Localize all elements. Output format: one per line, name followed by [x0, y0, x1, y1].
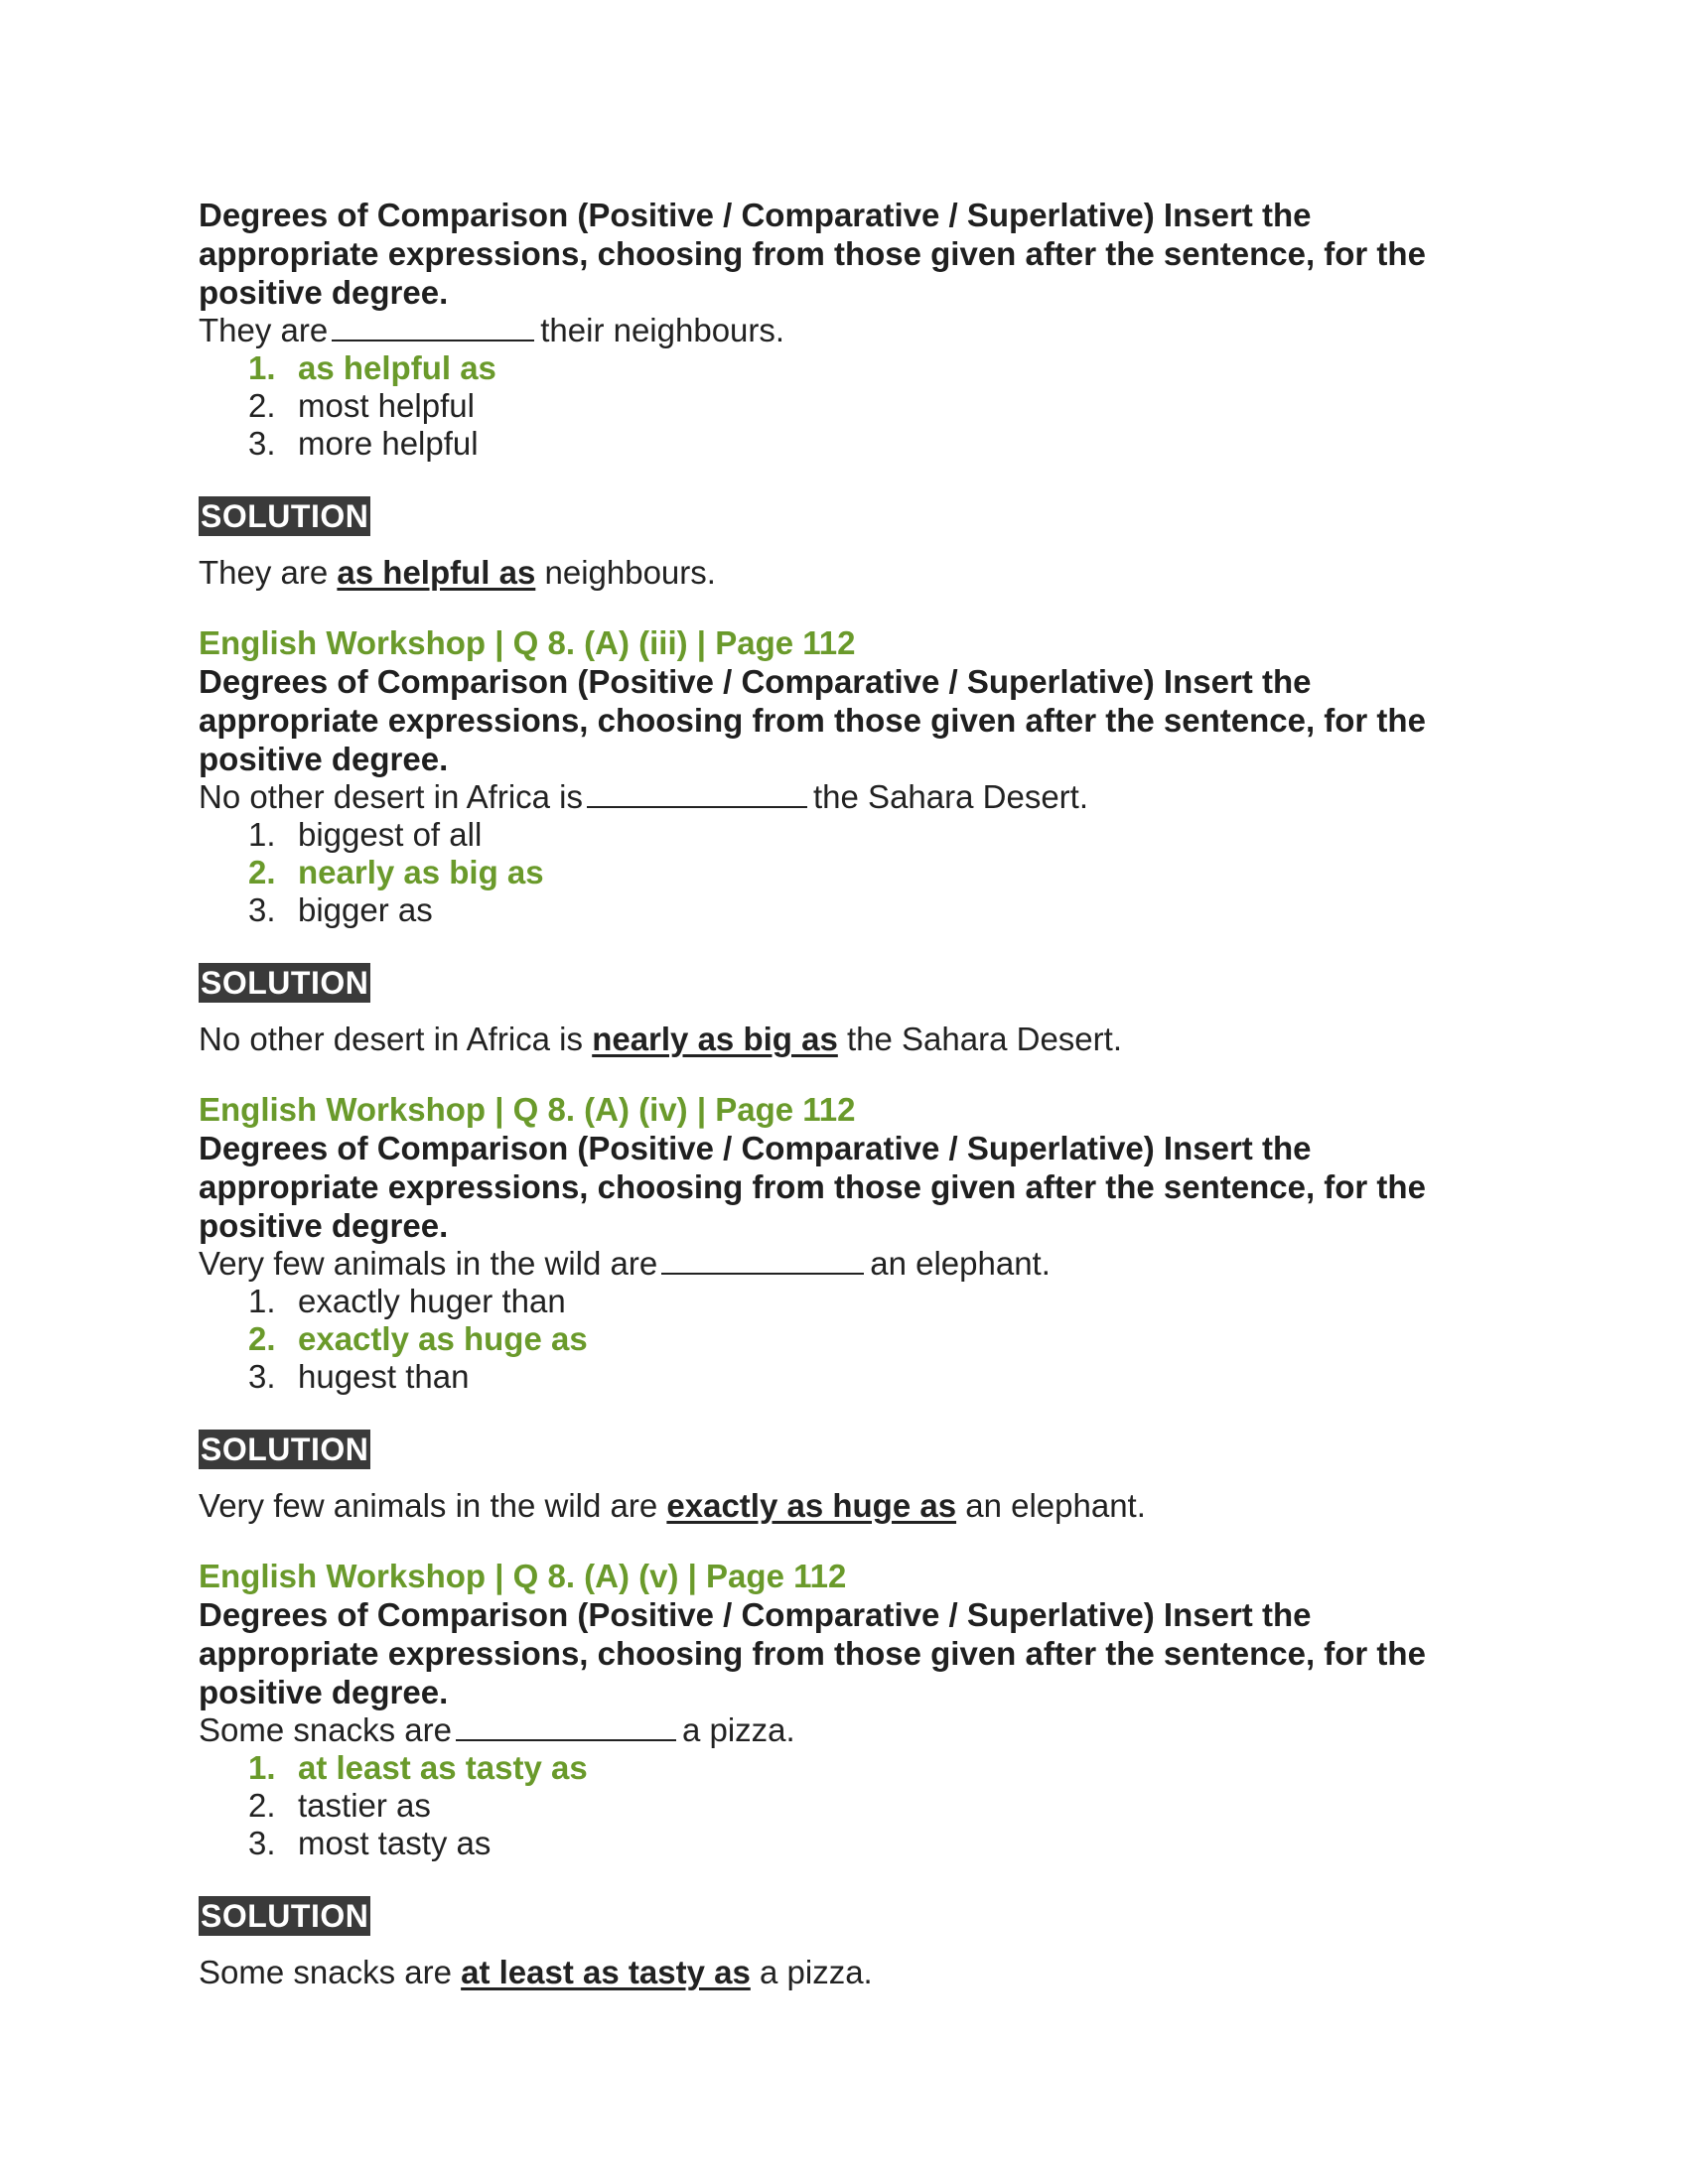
answer-blank	[587, 780, 807, 808]
option-item: 2. nearly as big as	[248, 854, 544, 890]
question-reference-heading: English Workshop | Q 8. (A) (v) | Page 112	[199, 1558, 847, 1594]
question-sentence: Some snacks are a pizza.	[199, 1711, 795, 1748]
option-item: 1. biggest of all	[248, 816, 483, 853]
answer-text: nearly as big as	[592, 1021, 838, 1057]
options-list	[199, 816, 1489, 929]
solution-answer: Very few animals in the wild are exactly as huge as an elephant.	[199, 1487, 1146, 1524]
answer-blank	[332, 314, 534, 341]
question-prompt: Degrees of Comparison (Positive / Comparative / Superlative) Insert the appropriate expressions, choosing from those given after the sentence, for the positive degree.	[199, 663, 1426, 777]
option-item: 2. most helpful	[248, 387, 475, 424]
option-item: 3. bigger as	[248, 891, 433, 928]
solution-answer: They are as helpful as neighbours.	[199, 554, 716, 591]
option-item: 3. most tasty as	[248, 1825, 492, 1861]
option-item: 2. exactly as huge as	[248, 1320, 588, 1357]
question-sentence: No other desert in Africa is the Sahara Desert.	[199, 778, 1089, 815]
options-list	[199, 349, 1489, 463]
sentence-before: They are	[199, 312, 329, 348]
solution-label: SOLUTION	[201, 965, 369, 1001]
solution-label: SOLUTION	[201, 1898, 369, 1934]
answer-text: as helpful as	[337, 554, 536, 591]
option-item: 2. tastier as	[248, 1787, 431, 1824]
question-block-1	[199, 196, 1489, 592]
option-item: 3. more helpful	[248, 425, 479, 462]
option-item: 1. exactly huger than	[248, 1283, 566, 1319]
option-item: 1. as helpful as	[248, 349, 496, 386]
answer-blank	[456, 1713, 676, 1741]
question-block-4	[199, 1558, 1489, 1991]
question-sentence: Very few animals in the wild are an elephant.	[199, 1245, 1051, 1282]
document-page	[199, 196, 1489, 2024]
answer-text: exactly as huge as	[666, 1487, 957, 1524]
sentence-after: their neighbours.	[540, 312, 785, 348]
options-list	[199, 1749, 1489, 1862]
question-reference-heading: English Workshop | Q 8. (A) (iii) | Page 112	[199, 624, 856, 661]
options-list	[199, 1283, 1489, 1396]
question-prompt: Degrees of Comparison (Positive / Comparative / Superlative) Insert the appropriate expressions, choosing from those given after the sentence, for the positive degree.	[199, 1596, 1426, 1710]
solution-answer: No other desert in Africa is nearly as big as the Sahara Desert.	[199, 1021, 1122, 1057]
question-prompt: Degrees of Comparison (Positive / Comparative / Superlative) Insert the appropriate expressions, choosing from those given after the sentence, for the positive degree.	[199, 1130, 1426, 1244]
answer-blank	[661, 1247, 864, 1275]
question-sentence	[199, 312, 1489, 349]
answer-text: at least as tasty as	[461, 1954, 751, 1990]
solution-answer: Some snacks are at least as tasty as a pizza.	[199, 1954, 873, 1990]
question-block-2	[199, 624, 1489, 1058]
question-reference-heading: English Workshop | Q 8. (A) (iv) | Page 112	[199, 1091, 856, 1128]
solution-label: SOLUTION	[201, 1432, 369, 1467]
option-item: 3. hugest than	[248, 1358, 470, 1395]
question-prompt: Degrees of Comparison (Positive / Comparative / Superlative) Insert the appropriate expressions, choosing from those given after the sentence, for the positive degree.	[199, 197, 1426, 311]
solution-label: SOLUTION	[201, 498, 369, 534]
option-item: 1. at least as tasty as	[248, 1749, 588, 1786]
question-block-3	[199, 1091, 1489, 1525]
